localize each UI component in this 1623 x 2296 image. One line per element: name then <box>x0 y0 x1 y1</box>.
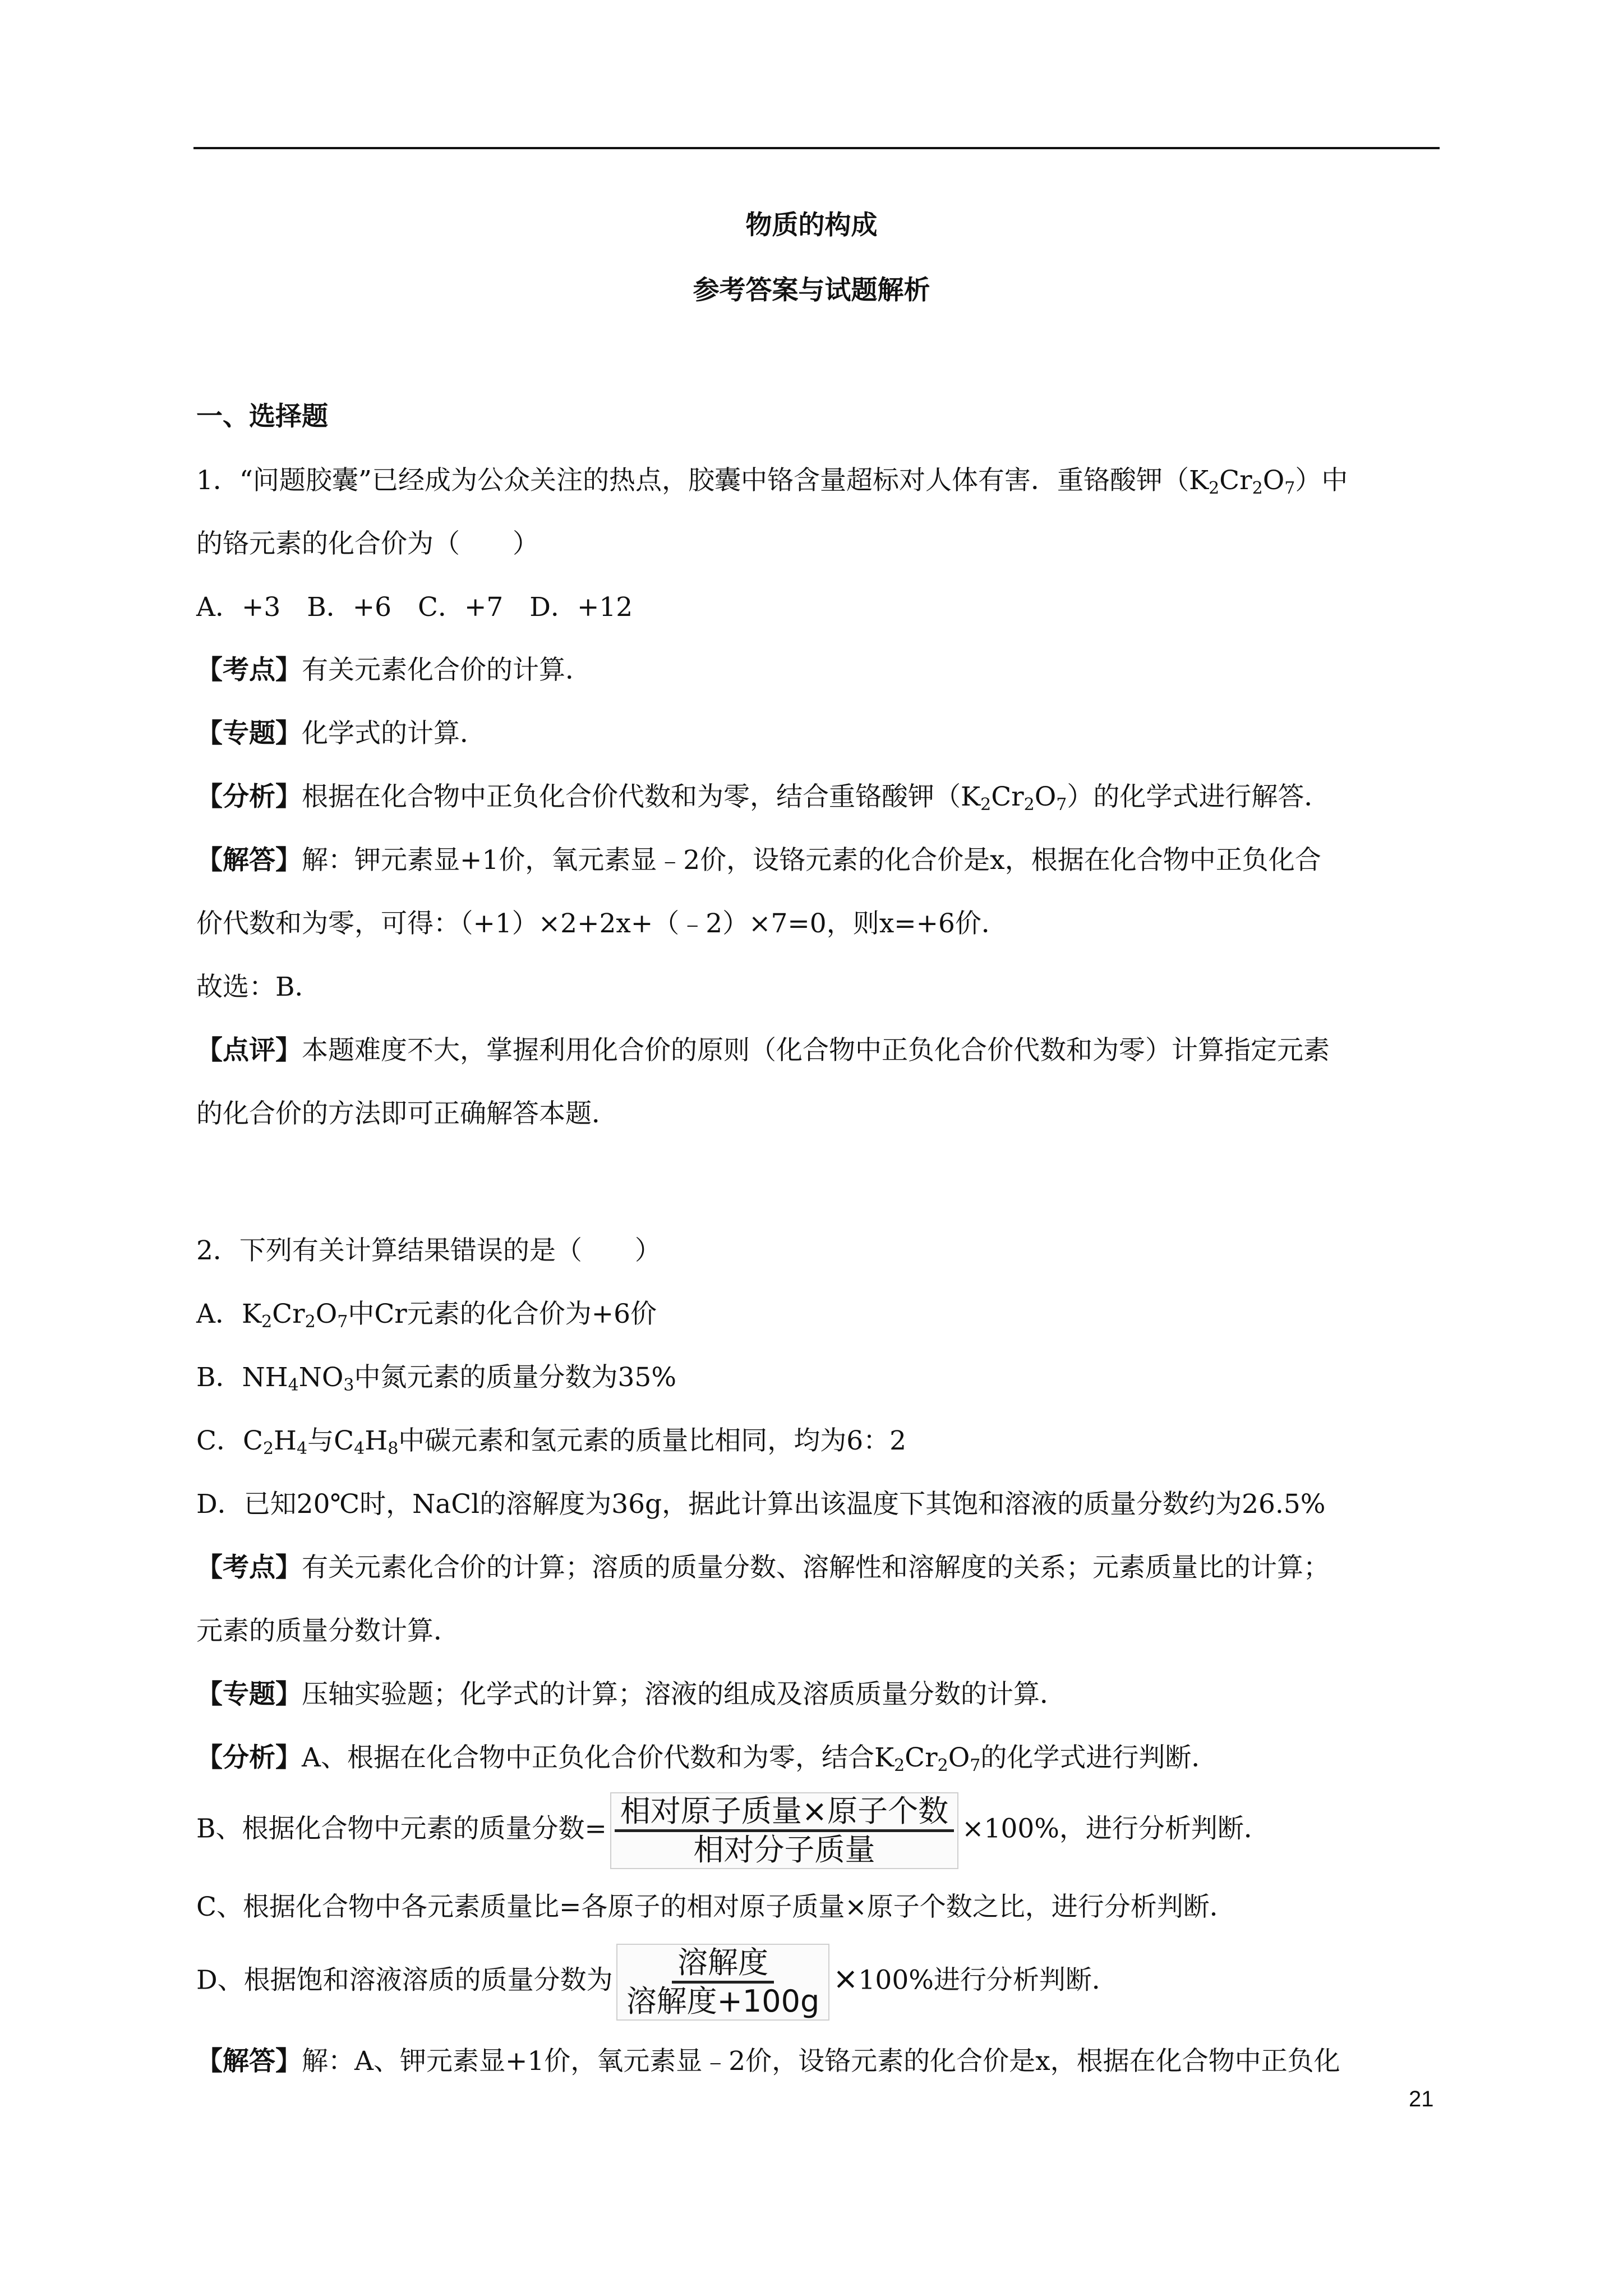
q2-kaodian-line2: 元素的质量分数计算． <box>196 1616 460 1646</box>
q1-dianping-line2: 的化合价的方法即可正确解答本题． <box>196 1098 618 1129</box>
q2-fenxi-a: 【分析】A、根据在化合物中正负化合价代数和为零，结合$K_2Cr_2O_7$的化学式进行判断． <box>196 1742 1218 1775</box>
q1-stem-line2: 的铬元素的化合价为（ ） <box>196 528 539 559</box>
q1-options: A．+3 B．+6 C．+7 D．+12 <box>196 592 633 623</box>
q2-stem: 2．下列有关计算结果错误的是（ ） <box>196 1235 661 1266</box>
page-title: 物质的构成 <box>745 210 878 241</box>
q2-fenxi-d: D、根据饱和溶液溶质的质量分数为 $\frac{\text{溶解度}}{\text{溶解度+100g}}$ ×100%进行分析判断． <box>196 1944 1118 2021</box>
q2-option-b: B．$NH_4NO_3$中氮元素的质量分数为35% <box>196 1362 676 1395</box>
page-subtitle: 参考答案与试题解析 <box>693 275 930 306</box>
q1-stem-line1: 1．“问题胶囊”已经成为公众关注的热点，胶囊中铬含量超标对人体有害．重铬酸钾$(K_2Cr_2O_7)$中 <box>196 465 1348 498</box>
q2-fenxi-c: C、根据化合物中各元素质量比=各原子的相对原子质量×原子个数之比，进行分析判断． <box>196 1892 1236 1922</box>
q1-jieda-line1: 【解答】解：钾元素显+1价，氧元素显﹣2价，设铬元素的化合价是x，根据在化合物中正负化合 <box>196 845 1321 876</box>
q2-jieda-line1: 【解答】解：A、钾元素显+1价，氧元素显﹣2价，设铬元素的化合价是x，根据在化合物中正负化 <box>196 2046 1340 2077</box>
q2-option-d: D．已知20℃时，NaCl的溶解度为36g，据此计算出该温度下其饱和溶液的质量分数约为26.5% <box>196 1489 1326 1520</box>
mass-fraction-formula: $\frac{\text{相对原子质量×原子个数}}{\text{相对分子质量}}$ <box>610 1792 958 1869</box>
q2-fenxi-b: B、根据化合物中元素的质量分数= $\frac{\text{相对原子质量×原子个数}}{\text{相对分子质量}}$ ×100%，进行分析判断． <box>196 1792 1270 1869</box>
q1-fenxi: 【分析】根据在化合物中正负化合价代数和为零，结合重铬酸钾$(K_2Cr_2O_7)$的化学式进行解答． <box>196 781 1331 815</box>
section-heading: 一、选择题 <box>196 401 328 432</box>
q1-kaodian: 【考点】有关元素化合价的计算． <box>196 655 592 685</box>
page-number: 21 <box>1409 2087 1434 2111</box>
q2-option-a: A．$K_2Cr_2O_7$中Cr元素的化合价为+6价 <box>196 1299 657 1332</box>
q1-dianping-line1: 【点评】本题难度不大，掌握利用化合价的原则（化合物中正负化合价代数和为零）计算指定元素 <box>196 1035 1330 1066</box>
header-rule <box>193 147 1440 149</box>
solubility-fraction-formula: $\frac{\text{溶解度}}{\text{溶解度+100g}}$ <box>616 1944 830 2021</box>
q1-zhuanti: 【专题】化学式的计算． <box>196 718 486 749</box>
q2-kaodian-line1: 【考点】有关元素化合价的计算；溶质的质量分数、溶解性和溶解度的关系；元素质量比的计算； <box>196 1552 1330 1583</box>
q2-option-c: C．$C_2H_4$与$C_4H_8$中碳元素和氢元素的质量比相同，均为6：2 <box>196 1425 907 1458</box>
q1-answer: 故选：B． <box>196 972 321 1002</box>
q2-zhuanti: 【专题】压轴实验题；化学式的计算；溶液的组成及溶质质量分数的计算． <box>196 1679 1066 1710</box>
q1-jieda-line2: 价代数和为零，可得：（+1）×2+2x+（﹣2）×7=0，则x=+6价． <box>196 908 1008 939</box>
